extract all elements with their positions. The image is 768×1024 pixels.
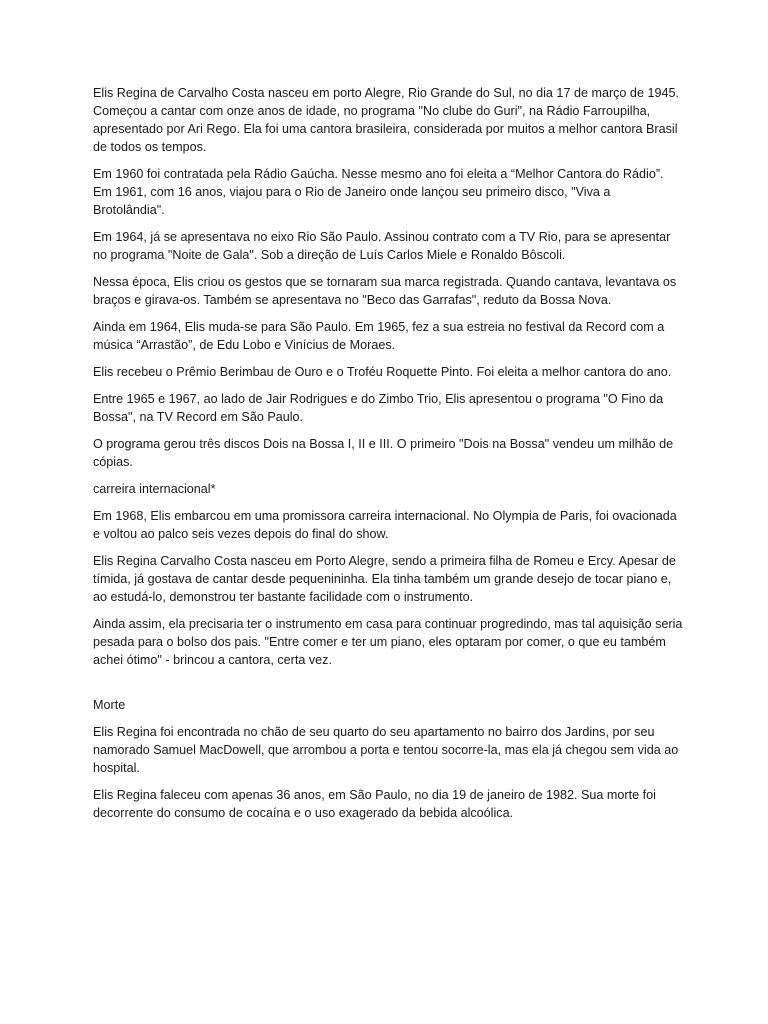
paragraph-move-sao-paulo: Ainda em 1964, Elis muda-se para São Paulo. Em 1965, fez a sua estreia no festival da Record com a música “Arrastão”, de Edu Lobo e Vinícius de Moraes. bbox=[93, 320, 665, 352]
paragraph-birth: Elis Regina de Carvalho Costa nasceu em porto Alegre, Rio Grande do Sul, no dia 17 de março de 1945. Começou a cantar com onze anos de idade, no programa "No clube do Guri", na Rádio Farroupilha, apresentado por Ari Rego. Ela foi uma cantora brasileira, considerada por muitos a melhor cantora Brasil de todos os tempos. bbox=[93, 86, 679, 154]
paragraph-piano: Ainda assim, ela precisaria ter o instrumento em casa para continuar progredindo, mas tal aquisição seria pesada para o bolso dos pais. "Entre comer e ter um piano, eles optaram por comer, o que eu também achei ótimo" - brincou a cantora, certa vez. bbox=[93, 617, 683, 667]
paragraph-death-cause: Elis Regina faleceu com apenas 36 anos, em São Paulo, no dia 19 de janeiro de 1982. Sua morte foi decorrente do consumo de cocaína e o uso exagerado da bebida alcoólica. bbox=[93, 788, 656, 820]
paragraph-olympia: Em 1968, Elis embarcou em uma promissora carreira internacional. No Olympia de Paris, foi ovacionada e voltou ao palco seis vezes depois do final do show. bbox=[93, 509, 677, 541]
paragraph-fino-da-bossa: Entre 1965 e 1967, ao lado de Jair Rodrigues e do Zimbo Trio, Elis apresentou o programa "O Fino da Bossa", na TV Record em São Paulo. bbox=[93, 392, 664, 424]
paragraph-awards: Elis recebeu o Prêmio Berimbau de Ouro e o Troféu Roquette Pinto. Foi eleita a melhor cantora do ano. bbox=[93, 365, 672, 379]
section-heading-death: Morte bbox=[93, 698, 126, 712]
paragraph-dois-na-bossa: O programa gerou três discos Dois na Bossa I, II e III. O primeiro "Dois na Bossa" vendeu um milhão de cópias. bbox=[93, 437, 674, 469]
paragraph-childhood: Elis Regina Carvalho Costa nasceu em Porto Alegre, sendo a primeira filha de Romeu e Ercy. Apesar de tímida, já gostava de cantar desde pequenininha. Ela tinha também um grande desejo de tocar piano e, ao estudá-lo, demonstrou ter bastante facilidade com o instrumento. bbox=[93, 554, 676, 604]
paragraph-found: Elis Regina foi encontrada no chão de seu quarto do seu apartamento no bairro dos Jardins, por seu namorado Samuel MacDowell, que arrombou a porta e tentou socorre-la, mas ela já chegou sem vida ao hospital. bbox=[93, 725, 679, 775]
blank-line bbox=[93, 678, 683, 696]
document-page bbox=[93, 84, 683, 831]
paragraph-radio-gaucha: Em 1960 foi contratada pela Rádio Gaúcha. Nesse mesmo ano foi eleita a “Melhor Cantora do Rádio”. Em 1961, com 16 anos, viajou para o Rio de Janeiro onde lançou seu primeiro disco, "Viva a Brotolândia". bbox=[93, 167, 664, 217]
section-heading-career: carreira internacional* bbox=[93, 482, 216, 496]
paragraph-gestures: Nessa época, Elis criou os gestos que se tornaram sua marca registrada. Quando cantava, levantava os braços e girava-os. Também se apresentava no "Beco das Garrafas", reduto da Bossa Nova. bbox=[93, 275, 677, 307]
paragraph-rio-sao-paulo: Em 1964, já se apresentava no eixo Rio São Paulo. Assinou contrato com a TV Rio, para se apresentar no programa "Noite de Gala". Sob a direção de Luís Carlos Miele e Ronaldo Bôscoli. bbox=[93, 230, 671, 262]
